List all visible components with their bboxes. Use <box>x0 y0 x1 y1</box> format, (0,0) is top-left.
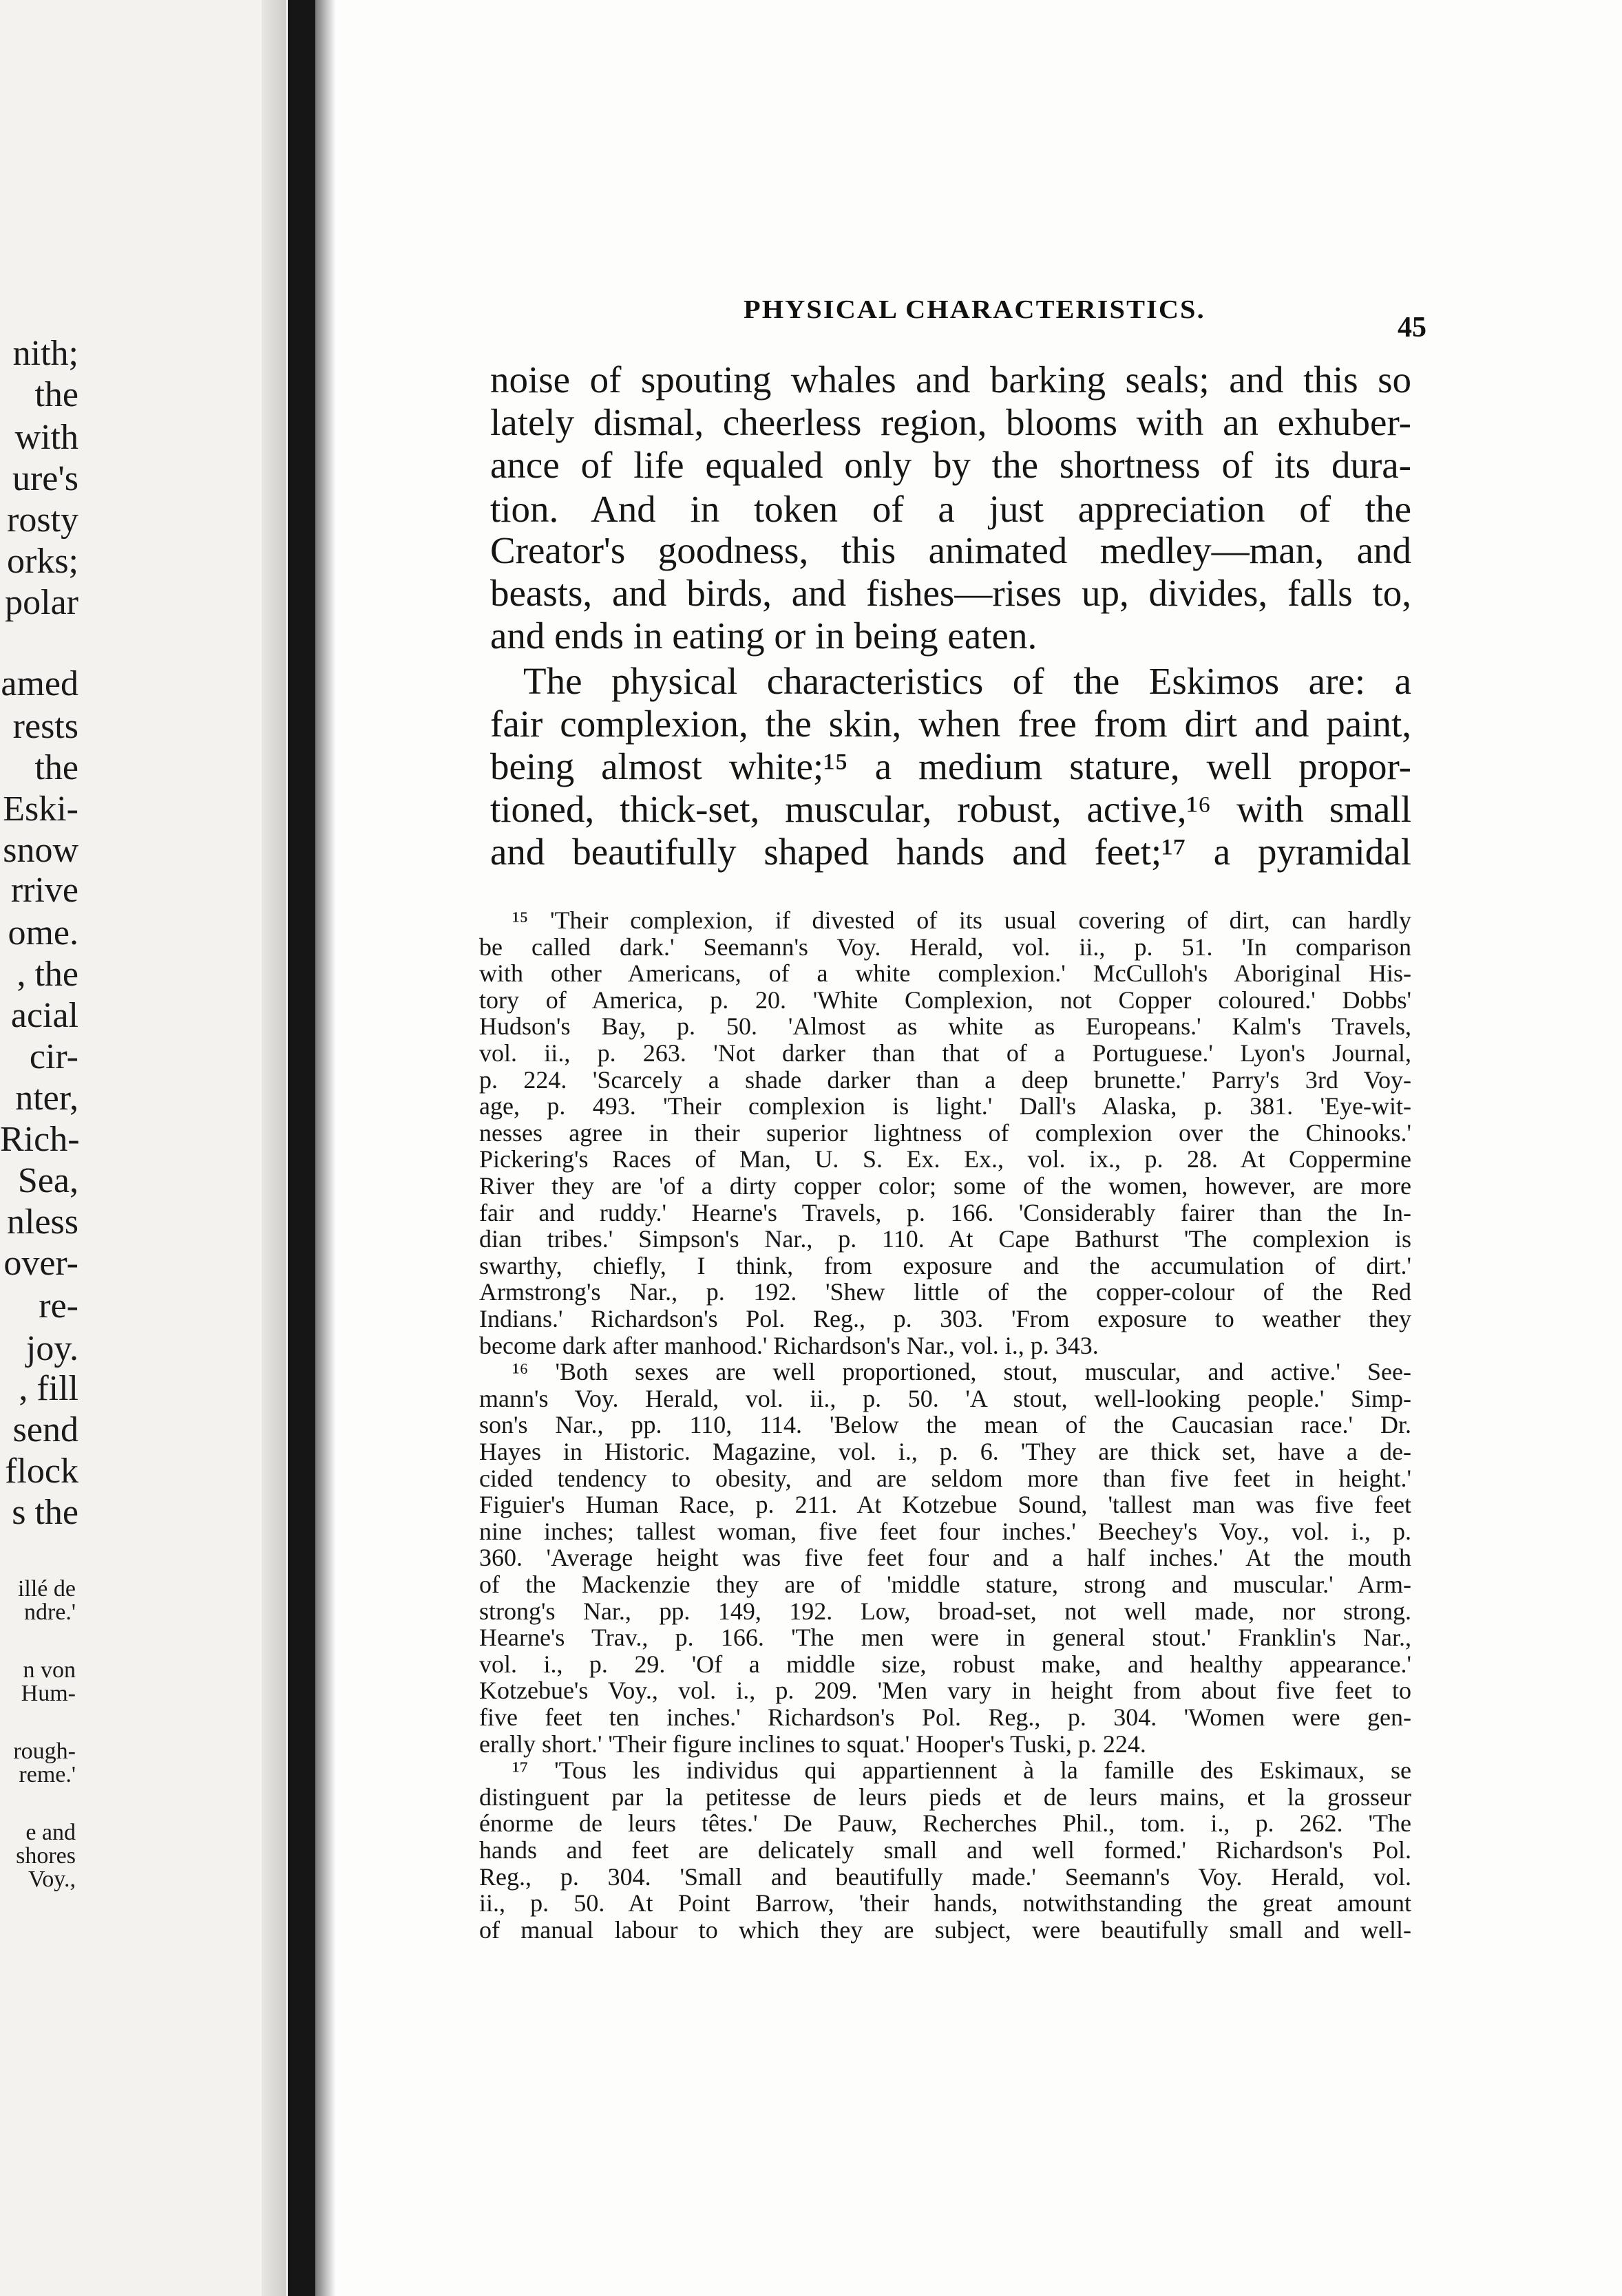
left-page-fragment: over- <box>3 1244 78 1283</box>
footnote-line: Armstrong's Nar., p. 192. 'Shew little of the copper-colour of the Red <box>479 1278 1411 1306</box>
body-line: beasts, and birds, and fishes—rises up, divides, falls to, <box>490 572 1411 614</box>
footnote-line: Reg., p. 304. 'Small and beautifully made.' Seemann's Voy. Herald, vol. <box>479 1863 1411 1891</box>
footnote-line: son's Nar., pp. 110, 114. 'Below the mean of the Caucasian race.' Dr. <box>479 1411 1411 1438</box>
left-page-fragment: nless <box>7 1202 78 1242</box>
footnote-line: become dark after manhood.' Richardson's Nar., vol. i., p. 343. <box>479 1332 1099 1359</box>
footnote-line: ¹⁷ 'Tous les individus qui appartiennent à la famille des Eskimaux, se <box>512 1756 1411 1784</box>
left-page-fragment: Eski- <box>3 789 78 829</box>
footnote-line: nine inches; tallest woman, five feet four inches.' Beechey's Voy., vol. i., p. <box>479 1518 1411 1545</box>
footnote-line: vol. ii., p. 263. 'Not darker than that of a Portuguese.' Lyon's Journal, <box>479 1039 1411 1067</box>
footnote-line: ¹⁵ 'Their complexion, if divested of its usual covering of dirt, can hardly <box>512 906 1411 934</box>
footnote-line: cided tendency to obesity, and are seldom more than five feet in height.' <box>479 1465 1411 1492</box>
left-page-footnote-fragment: n von <box>23 1657 76 1683</box>
left-page-fragment: orks; <box>7 542 78 581</box>
left-page-fragment: nith; <box>12 334 78 373</box>
footnote-line: erally short.' 'Their figure inclines to squat.' Hooper's Tuski, p. 224. <box>479 1730 1146 1758</box>
footnote-line: vol. i., p. 29. 'Of a middle size, robust make, and healthy appearance.' <box>479 1650 1411 1678</box>
left-page-fragment: amed <box>1 664 78 703</box>
gutter-shadow <box>315 0 336 2296</box>
footnote-line: hands and feet are delicately small and well formed.' Richardson's Pol. <box>479 1836 1411 1864</box>
body-line: and ends in eating or in being eaten. <box>490 615 1038 657</box>
footnote-line: tory of America, p. 20. 'White Complexion, not Copper coloured.' Dobbs' <box>479 986 1411 1014</box>
footnote-line: Pickering's Races of Man, U. S. Ex. Ex., vol. ix., p. 28. At Coppermine <box>479 1145 1411 1173</box>
left-page-footnote-fragment: Hum- <box>21 1681 76 1706</box>
footnote-line: nesses agree in their superior lightness of complexion over the Chinooks.' <box>479 1119 1411 1147</box>
left-page-fragment: snow <box>3 831 78 870</box>
footnote-line: of manual labour to which they are subject, were beautifully small and well- <box>479 1916 1411 1944</box>
book-gutter <box>288 0 315 2296</box>
footnote-line: with other Americans, of a white complexion.' McCulloh's Aboriginal His- <box>479 959 1411 987</box>
running-head: PHYSICAL CHARACTERISTICS. <box>744 295 1205 324</box>
left-page-footnote-fragment: illé de <box>17 1576 76 1602</box>
footnote-line: 360. 'Average height was five feet four and a half inches.' At the mouth <box>479 1544 1411 1571</box>
left-page-fragment: ure's <box>12 459 78 498</box>
body-line: Creator's goodness, this animated medley—man, and <box>490 529 1411 571</box>
left-page-fragment: the <box>34 375 78 414</box>
footnote-line: fair and ruddy.' Hearne's Travels, p. 166. 'Considerably fairer than the In- <box>479 1199 1411 1226</box>
left-page-fragment: rosty <box>7 500 78 540</box>
footnote-line: strong's Nar., pp. 149, 192. Low, broad-set, not well made, nor strong. <box>479 1597 1411 1625</box>
footnote-line: Hudson's Bay, p. 50. 'Almost as white as Europeans.' Kalm's Travels, <box>479 1012 1411 1040</box>
left-page-fragment: rests <box>12 707 78 746</box>
footnote-line: ¹⁶ 'Both sexes are well proportioned, stout, muscular, and active.' See- <box>512 1358 1411 1385</box>
footnote-line: énorme de leurs têtes.' De Pauw, Recherches Phil., tom. i., p. 262. 'The <box>479 1809 1411 1837</box>
left-page-fragment: rrive <box>10 871 78 910</box>
body-line: lately dismal, cheerless region, blooms with an exhuber- <box>490 401 1411 443</box>
left-page-footnote-fragment: shores <box>16 1843 76 1869</box>
page-number: 45 <box>1398 312 1426 343</box>
left-page-fragment: re- <box>39 1286 78 1326</box>
left-page-fragment: , the <box>17 955 78 994</box>
footnote-line: distinguent par la petitesse de leurs pieds et de leurs mains, et la grosseur <box>479 1783 1411 1811</box>
footnote-line: ii., p. 50. At Point Barrow, 'their hands, notwithstanding the great amount <box>479 1889 1411 1917</box>
body-line: being almost white;¹⁵ a medium stature, well propor- <box>490 745 1411 787</box>
left-page-fragment: the <box>34 748 78 787</box>
left-page-fragment: ome. <box>8 913 78 953</box>
left-page-fragment: s the <box>12 1493 78 1532</box>
body-line: ance of life equaled only by the shortness of its dura- <box>490 444 1411 486</box>
left-page-fragment: cir- <box>29 1037 78 1076</box>
body-line: fair complexion, the skin, when free from dirt and paint, <box>490 703 1411 745</box>
left-page-fragment: Rich- <box>0 1120 80 1159</box>
footnote-line: dian tribes.' Simpson's Nar., p. 110. At Cape Bathurst 'The complexion is <box>479 1225 1411 1253</box>
left-page-footnote-fragment: rough- <box>13 1739 76 1764</box>
body-line: tioned, thick-set, muscular, robust, active,¹⁶ with small <box>490 788 1411 830</box>
left-page-fragment: flock <box>5 1452 78 1491</box>
body-line: tion. And in token of a just appreciation of the <box>490 488 1411 530</box>
left-page-fragment: Sea, <box>17 1161 78 1200</box>
left-page-fragment: joy. <box>25 1329 78 1368</box>
left-page-edge-shadow <box>262 0 286 2296</box>
left-page-fragment: with <box>14 418 78 457</box>
footnote-line: of the Mackenzie they are of 'middle stature, strong and muscular.' Arm- <box>479 1571 1411 1598</box>
footnote-line: Indians.' Richardson's Pol. Reg., p. 303. 'From exposure to weather they <box>479 1305 1411 1332</box>
left-page-footnote-fragment: ndre.' <box>23 1599 76 1625</box>
left-page-fragment: nter, <box>15 1078 78 1118</box>
footnote-line: be called dark.' Seemann's Voy. Herald, vol. ii., p. 51. 'In comparison <box>479 933 1411 961</box>
footnote-line: swarthy, chiefly, I think, from exposure and the accumulation of dirt.' <box>479 1252 1411 1279</box>
left-page-fragment: send <box>12 1410 78 1449</box>
footnote-line: River they are 'of a dirty copper color; some of the women, however, are more <box>479 1172 1411 1200</box>
left-page-footnote-fragment: reme.' <box>19 1762 76 1787</box>
body-line: The physical characteristics of the Eskimos are: a <box>523 660 1411 702</box>
left-page-fragment: acial <box>10 996 78 1035</box>
footnote-line: p. 224. 'Scarcely a shade darker than a deep brunette.' Parry's 3rd Voy- <box>479 1066 1411 1094</box>
footnote-line: age, p. 493. 'Their complexion is light.' Dall's Alaska, p. 381. 'Eye-wit- <box>479 1092 1411 1120</box>
body-line: noise of spouting whales and barking seals; and this so <box>490 359 1411 401</box>
left-page-fragment: , fill <box>19 1369 78 1408</box>
left-page-footnote-fragment: Voy., <box>28 1867 76 1892</box>
footnote-line: Hayes in Historic. Magazine, vol. i., p. 6. 'They are thick set, have a de- <box>479 1438 1411 1465</box>
footnote-line: Hearne's Trav., p. 166. 'The men were in general stout.' Franklin's Nar., <box>479 1624 1411 1651</box>
footnote-line: five feet ten inches.' Richardson's Pol. Reg., p. 304. 'Women were gen- <box>479 1703 1411 1731</box>
footnote-line: Kotzebue's Voy., vol. i., p. 209. 'Men vary in height from about five feet to <box>479 1677 1411 1704</box>
left-page-fragment: polar <box>5 583 78 622</box>
footnote-line: Figuier's Human Race, p. 211. At Kotzebue Sound, 'tallest man was five feet <box>479 1491 1411 1518</box>
left-page-footnote-fragment: e and <box>25 1820 76 1845</box>
footnote-line: mann's Voy. Herald, vol. ii., p. 50. 'A stout, well-looking people.' Simp- <box>479 1385 1411 1412</box>
body-line: and beautifully shaped hands and feet;¹⁷ a pyramidal <box>490 831 1411 873</box>
